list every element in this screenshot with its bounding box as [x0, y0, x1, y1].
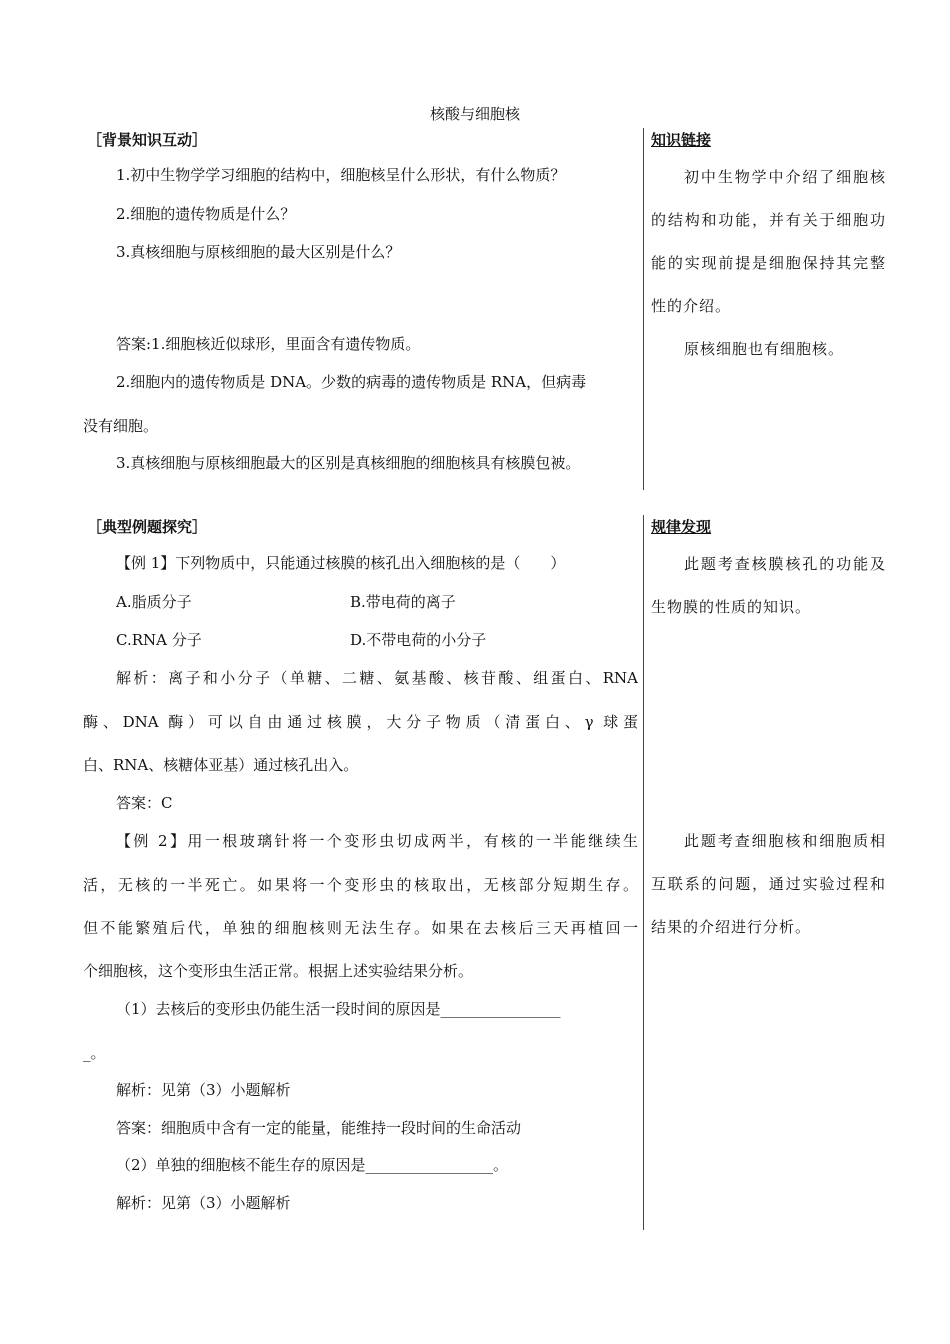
example1-analysis-line-3: 白、RNA、核糖体亚基）通过核孔出入。: [83, 756, 359, 774]
column-divider-2: [643, 515, 644, 1230]
examples-heading: ［典型例题探究］: [87, 518, 208, 536]
background-answer-line-4: 3.真核细胞与原核细胞最大的区别是真核细胞的细胞核具有核膜包被。: [116, 454, 581, 472]
knowledge-link-heading: 知识链接: [651, 131, 712, 149]
background-question-1: 1.初中生物学学习细胞的结构中，细胞核呈什么形状，有什么物质？: [116, 166, 566, 184]
example1-option-b: B.带电荷的离子: [350, 593, 456, 611]
examples-main-column: [83, 515, 638, 1212]
example1-option-c: C.RNA 分子: [116, 631, 202, 649]
example2-q1-answer: 答案：细胞质中含有一定的能量，能维持一段时间的生命活动: [116, 1119, 522, 1137]
example2-q1-analysis: 解析：见第（3）小题解析: [116, 1081, 291, 1099]
example1-analysis-line-2: 酶、DNA 酶）可以自由通过核膜，大分子物质（清蛋白、γ 球蛋: [83, 713, 638, 731]
background-answer-line-2: 2.细胞内的遗传物质是 DNA。少数的病毒的遗传物质是 RNA，但病毒: [116, 373, 587, 391]
example2-q1-end: _。: [83, 1044, 106, 1062]
knowledge-link-column: [651, 128, 886, 371]
column-divider: [643, 128, 644, 490]
pattern-note-2-container: [651, 820, 886, 949]
pattern-note-1-container: [651, 543, 886, 629]
pattern-note-1: 此题考查核膜核孔的功能及生物膜的性质的知识。: [651, 555, 886, 616]
background-answer-line-1: 答案:1.细胞核近似球形，里面含有遗传物质。: [116, 335, 421, 353]
example2-q1: （1）去核后的变形虫仍能生活一段时间的原因是________________: [116, 1000, 561, 1018]
example1-option-d: D.不带电荷的小分子: [350, 631, 487, 649]
knowledge-link-paragraph-2: 原核细胞也有细胞核。: [684, 340, 845, 358]
background-heading: ［背景知识互动］: [87, 131, 208, 149]
pattern-discovery-column: [651, 515, 886, 936]
pattern-discovery-heading: 规律发现: [651, 518, 712, 536]
example1-answer: 答案：C: [116, 794, 173, 812]
background-answer-line-3: 没有细胞。: [83, 417, 159, 435]
document-title: 核酸与细胞核: [429, 105, 520, 123]
example1-option-a: A.脂质分子: [116, 593, 192, 611]
background-question-2: 2.细胞的遗传物质是什么？: [116, 205, 296, 223]
example1-analysis-line-1: 解析：离子和小分子（单糖、二糖、氨基酸、核苷酸、组蛋白、RNA: [116, 669, 638, 687]
example1-question: 【例 1】下列物质中，只能通过核膜的核孔出入细胞核的是（ ）: [116, 554, 566, 572]
background-section: [83, 128, 893, 490]
examples-section: [83, 515, 893, 1230]
example2-line-3: 但不能繁殖后代，单独的细胞核则无法生存。如果在去核后三天再植回一: [83, 919, 638, 937]
knowledge-link-paragraph-1: 初中生物学中介绍了细胞核的结构和功能，并有关于细胞功能的实现前提是细胞保持其完整性的介绍。: [651, 168, 886, 315]
background-question-3: 3.真核细胞与原核细胞的最大区别是什么？: [116, 243, 401, 261]
example2-line-4: 个细胞核，这个变形虫生活正常。根据上述实验结果分析。: [83, 962, 474, 980]
knowledge-link-text: [651, 156, 886, 371]
pattern-note-2: 此题考查细胞核和细胞质相互联系的问题，通过实验过程和结果的介绍进行分析。: [651, 832, 886, 936]
example2-q2-analysis: 解析：见第（3）小题解析: [116, 1194, 291, 1212]
example2-line-1: 【例 2】用一根玻璃针将一个变形虫切成两半，有核的一半能继续生: [116, 832, 638, 850]
background-main-column: [83, 128, 638, 472]
example2-line-2: 活，无核的一半死亡。如果将一个变形虫的核取出，无核部分短期生存。: [83, 876, 638, 894]
example2-q2: （2）单独的细胞核不能生存的原因是_________________。: [116, 1156, 509, 1174]
